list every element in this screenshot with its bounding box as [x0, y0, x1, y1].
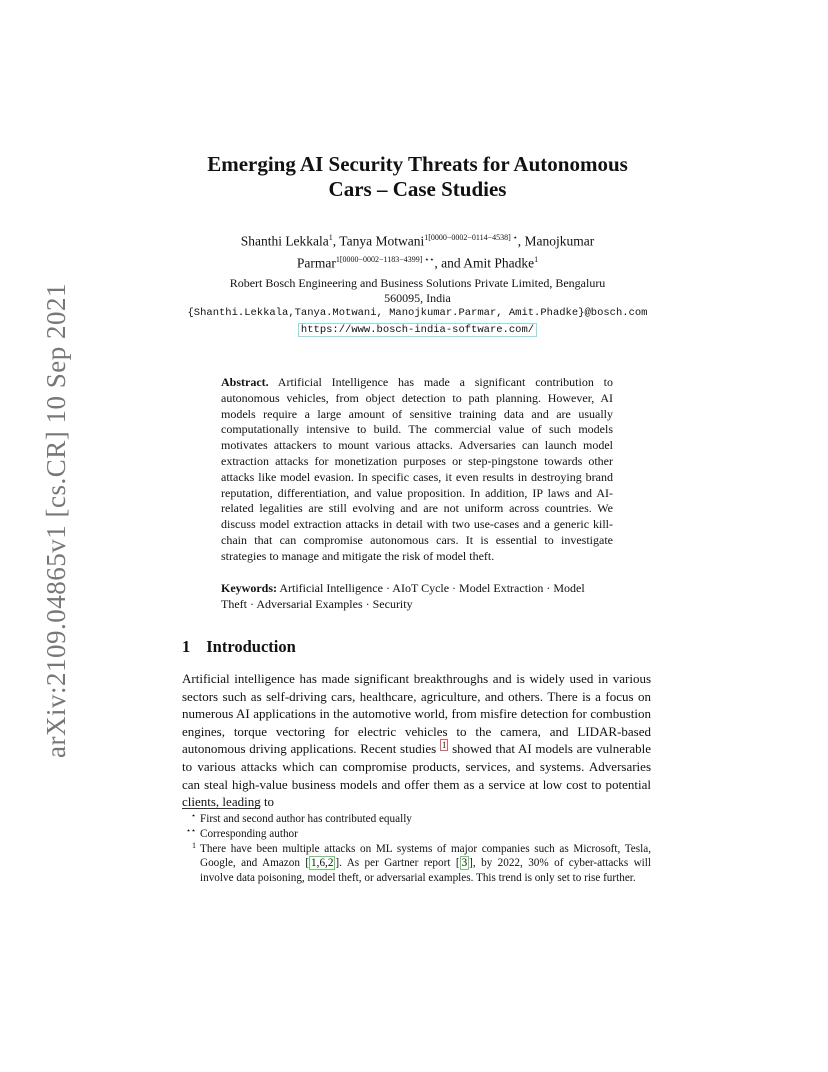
- author-orcid-mark: 1[0000−0002−1183−4399] ⋆⋆: [335, 254, 435, 264]
- title-line-1: Emerging AI Security Threats for Autonomous: [207, 152, 628, 176]
- footnote: [182, 812, 651, 827]
- affiliation-block: [150, 276, 685, 338]
- section-heading: [182, 637, 296, 657]
- paragraph-text: Artificial intelligence has made significant breakthroughs and is widely used in various sectors such as self-driving cars, healthcare, agriculture, and others. There is a focus on numerous AI applications in the automotive world, from misfire detection for combustion engines, torque vectoring for electric vehicles to the camera, and LIDAR-based autonomous driving applications. Recent studies: [182, 671, 651, 757]
- citation-link[interactable]: 3: [461, 857, 468, 870]
- author-name: , Manojkumar: [517, 233, 595, 249]
- arxiv-sidebar-id: arXiv:2109.04865v1 [cs.CR] 10 Sep 2021: [41, 283, 71, 758]
- abstract-text: Artificial Intelligence has made a significant contribution to autonomous vehicles, from object detection to path planning. However, AI models require a large amount of sensitive training data and are usually computationally intensive to build. The commercial value of such models motivates attackers to mount various attacks. Adversaries can launch model extraction attacks for monetization purposes or step-pingstone towards other attacks like model evasion. In specific cases, it even results in destroying brand reputation, differentiation, and value proposition. In addition, IP laws and AI-related legalities are still evolving and are not uniform across countries. We discuss model extraction attacks in detail with two use-cases and a generic kill-chain that can compromise autonomous cars. It is essential to investigate strategies to manage and mitigate the risk of model theft.: [221, 375, 613, 563]
- footnote: [182, 842, 651, 886]
- section-title: Introduction: [206, 637, 296, 656]
- footnotes: [182, 812, 651, 886]
- footnote-text: First and second author has contributed equally: [200, 813, 412, 825]
- author-emails: {Shanthi.Lekkala,Tanya.Motwani, Manojkumar.Parmar, Amit.Phadke}@bosch.com: [187, 307, 648, 319]
- citation-link[interactable]: 1,6,2: [311, 857, 334, 870]
- author-orcid-mark: 1[0000−0002−0114−4538] ⋆: [424, 233, 518, 242]
- author-name: , and Amit Phadke: [434, 255, 535, 270]
- affiliation-line: Robert Bosch Engineering and Business Solutions Private Limited, Bengaluru: [229, 276, 606, 290]
- footnote-text: There have been multiple attacks on ML systems of major companies such as Microsoft, Tesla, Google, and Amazon [ 1,6,2 ]. As per Gartner report [ 3 ], by 2022, 30% of cyber-attacks will involve data poisoning, model theft, or adversarial examples. This trend is only set to rise further.: [200, 842, 651, 885]
- affiliation-url-link[interactable]: https://www.bosch-india-software.com/: [298, 323, 537, 337]
- footnote-text-part: There have been multiple attacks on ML systems of major companies such as Microsoft, Tesla, Google, and Amazon: [200, 842, 651, 870]
- footnote-mark: 1: [192, 840, 196, 850]
- author-list: [150, 229, 685, 272]
- keywords: [221, 581, 613, 613]
- abstract-label: Abstract.: [221, 375, 269, 389]
- paragraph-text: showed that AI models are vulnerable to various attacks which can compromise products, services, and systems. Adversaries can steal high-value business models and offer them as a service at low cost to potential clients, leading to: [182, 741, 652, 810]
- footnote: [182, 827, 651, 842]
- author-name: Parmar: [296, 255, 336, 270]
- introduction-paragraph: [182, 670, 651, 811]
- author-name: Shanthi Lekkala: [240, 233, 329, 249]
- footnote-text-part: . As per Gartner report: [339, 857, 451, 870]
- section-number: 1: [182, 637, 191, 656]
- footnote-mark: ⋆: [190, 811, 196, 820]
- affiliation-line: 560095, India: [384, 291, 451, 305]
- paper-title: [150, 152, 685, 202]
- footnote-text-part: , by 2022, 30% of cyber-attacks will involve data poisoning, model theft, or adversarial examples. This trend is only set to rise further.: [200, 857, 651, 885]
- abstract: [221, 375, 613, 565]
- footnote-mark: ⋆⋆: [185, 825, 196, 835]
- title-line-2: Cars – Case Studies: [328, 177, 507, 201]
- keywords-label: Keywords:: [221, 581, 277, 595]
- author-affiliation-mark: 1: [534, 254, 539, 264]
- footnote-text: Corresponding author: [200, 827, 298, 840]
- author-affiliation-mark: 1: [328, 233, 333, 242]
- keywords-text: Artificial Intelligence · AIoT Cycle · Model Extraction · Model Theft · Adversarial Examples · Security: [221, 581, 585, 611]
- author-name: , Tanya Motwani: [332, 233, 425, 249]
- footnote-reference-link[interactable]: 1: [441, 740, 447, 751]
